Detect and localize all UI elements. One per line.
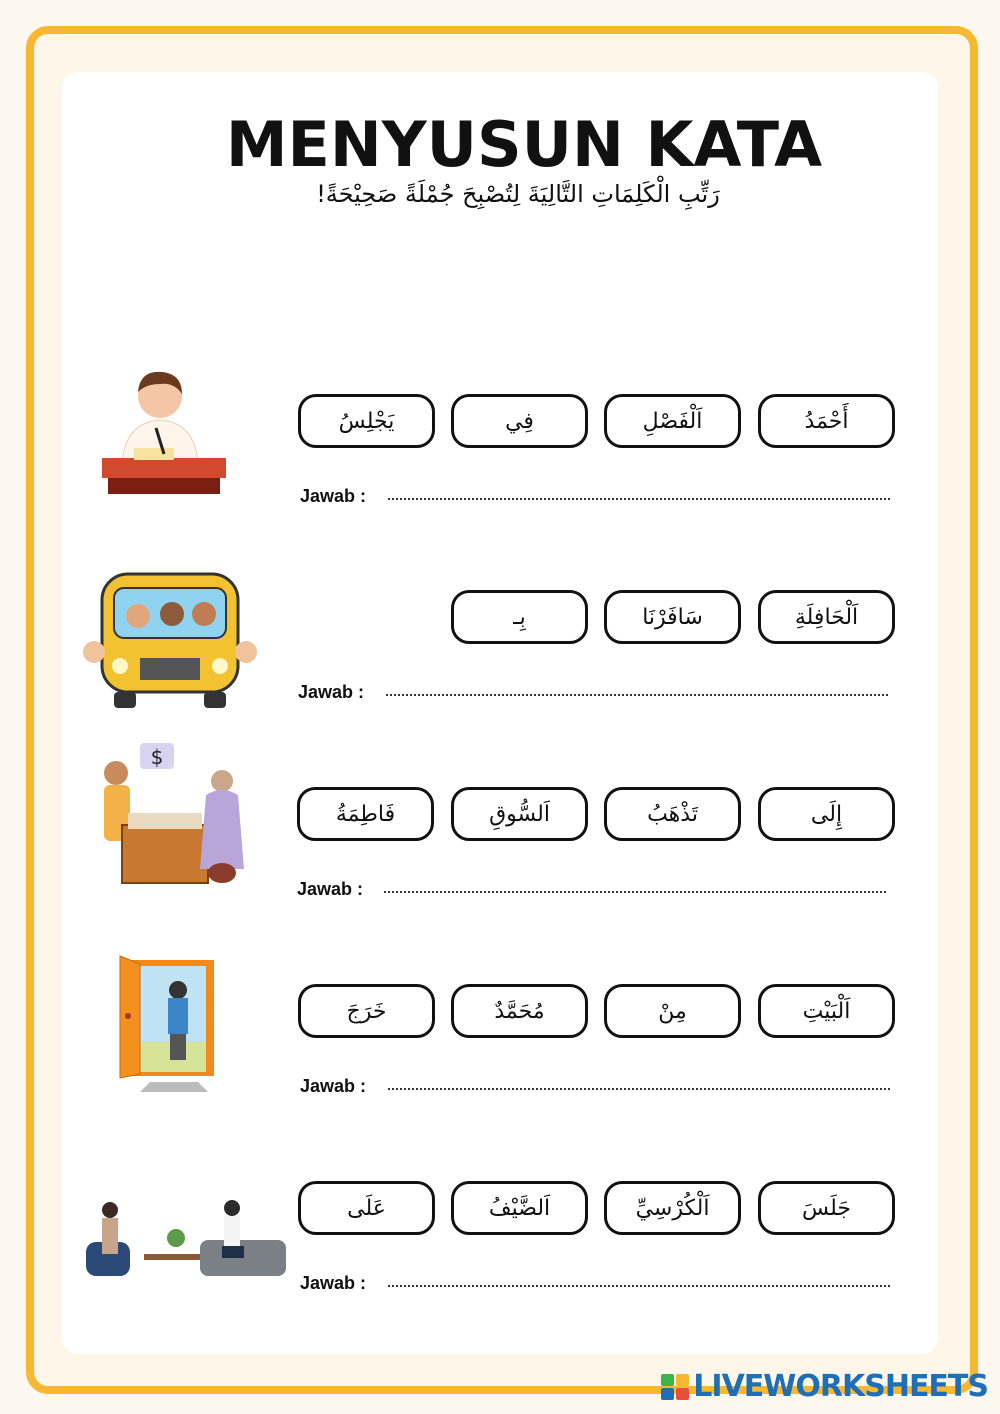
word-chip[interactable]: اَلضَّيْفُ — [451, 1181, 588, 1235]
market-stall-illustration — [82, 739, 262, 889]
svg-text:$: $ — [150, 745, 164, 769]
word-chip[interactable]: اَلْفَصْلِ — [604, 394, 741, 448]
brand-name: LIVEWORKSHEETS — [693, 1369, 988, 1404]
word-chip[interactable]: اَلْبَيْتِ — [758, 984, 895, 1038]
word-chip[interactable]: أَحْمَدُ — [758, 394, 895, 448]
answer-label: Jawab : — [298, 682, 365, 702]
word-chip[interactable]: تَذْهَبُ — [604, 787, 741, 841]
word-chip[interactable]: اَلْحَافِلَةِ — [758, 590, 895, 644]
answer-label: Jawab : — [297, 879, 364, 899]
word-chip[interactable]: يَجْلِسُ — [298, 394, 435, 448]
question-row-5 — [0, 1181, 1000, 1361]
word-chip[interactable]: جَلَسَ — [758, 1181, 895, 1235]
question-row-3 — [0, 745, 1000, 967]
word-chip[interactable]: إِلَى — [758, 787, 895, 841]
answer-label: Jawab : — [300, 1273, 367, 1293]
question-row-4 — [0, 984, 1000, 1164]
answer-input-line[interactable] — [386, 694, 888, 696]
boy-writing-illustration — [82, 366, 262, 516]
word-chip[interactable]: بِـ — [451, 590, 588, 644]
answer-input-line[interactable] — [384, 891, 886, 893]
word-chip[interactable]: سَافَرْنَا — [604, 590, 741, 644]
word-chip[interactable]: عَلَى — [298, 1181, 435, 1235]
instruction-text: رَتِّبِ الْكَلِمَاتِ التَّالِيَةَ لِتُصْبِحَ جُمْلَةً صَحِيْحَةً! — [316, 180, 720, 208]
door-exit-illustration — [82, 954, 262, 1104]
brand-icon — [661, 1374, 689, 1400]
question-row-1 — [0, 394, 1000, 574]
word-chip[interactable]: خَرَجَ — [298, 984, 435, 1038]
liveworksheets-logo — [661, 1369, 988, 1404]
answer-label: Jawab : — [300, 1076, 367, 1096]
word-chip[interactable]: فَاطِمَةُ — [297, 787, 434, 841]
answer-label: Jawab : — [300, 486, 367, 506]
word-chip[interactable]: اَلسُّوقِ — [451, 787, 588, 841]
women-sofa-illustration — [80, 1175, 290, 1325]
word-chip[interactable]: اَلْكُرْسِيِّ — [604, 1181, 741, 1235]
answer-input-line[interactable] — [388, 1285, 890, 1287]
page-title: MENYUSUN KATA — [225, 108, 823, 181]
school-bus-illustration — [80, 564, 260, 714]
word-chip[interactable]: فِي — [451, 394, 588, 448]
word-chip[interactable]: مِنْ — [604, 984, 741, 1038]
answer-input-line[interactable] — [388, 1088, 890, 1090]
answer-input-line[interactable] — [388, 498, 890, 500]
word-chip[interactable]: مُحَمَّدٌ — [451, 984, 588, 1038]
